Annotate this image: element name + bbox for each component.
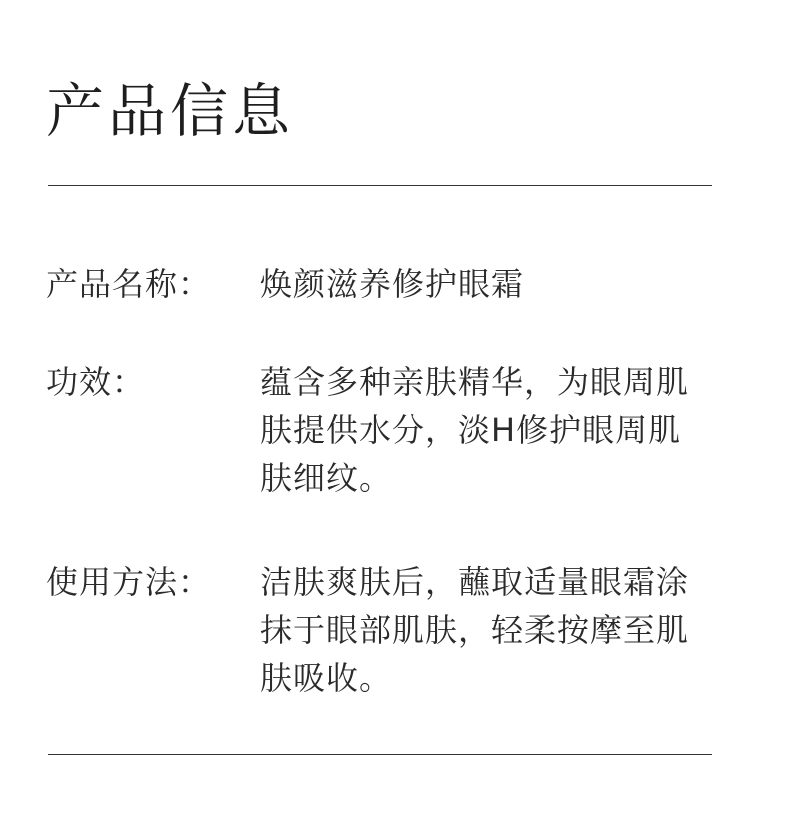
- effect-value: [260, 358, 756, 502]
- usage-line: 肤吸收。: [260, 659, 393, 697]
- effect-line: 肤提供水分，淡H修护眼周肌: [260, 411, 682, 449]
- usage-line: 抹于眼部肌肤，轻柔按摩至肌: [260, 611, 690, 649]
- section-title: 产品信息: [46, 77, 295, 145]
- usage-value: [260, 558, 756, 702]
- effect-line: 肤细纹。: [260, 459, 393, 497]
- product-name-label: 产品名称：: [46, 265, 212, 303]
- top-divider: [48, 185, 712, 186]
- effect-line: 蕴含多种亲肤精华，为眼周肌: [260, 363, 690, 401]
- effect-label: 功效：: [46, 363, 146, 401]
- product-name-value: [260, 260, 756, 308]
- product-name-line: 焕颜滋养修护眼霜: [260, 265, 525, 303]
- usage-label: 使用方法：: [46, 563, 212, 601]
- bottom-divider: [48, 754, 712, 755]
- usage-line: 洁肤爽肤后，蘸取适量眼霜涂: [260, 563, 690, 601]
